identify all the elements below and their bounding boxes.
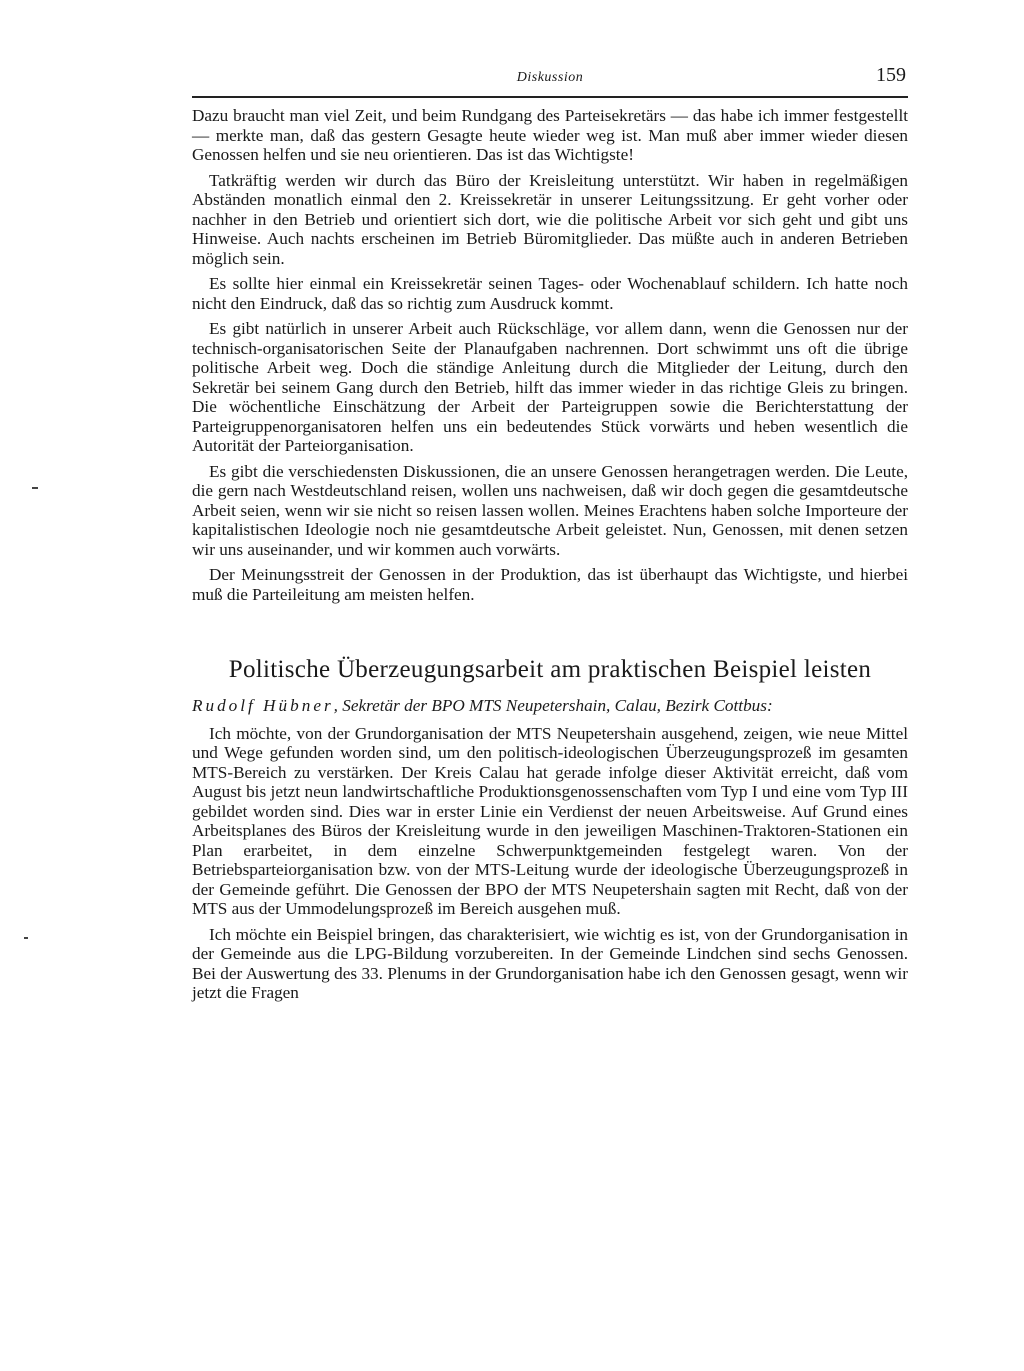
running-head (192, 60, 908, 98)
margin-mark (24, 937, 28, 939)
paragraph: Es gibt die verschiedensten Diskussionen, die an unsere Genossen herangetragen werden. Die Leute, die gern nach Westdeutschland reisen, wollen uns nachweisen, daß wir doch gegen die gesamtdeutsche Arbeit seien, wenn wir sie nicht so reisen lassen wollen. Meines Erachtens haben solche Importeure der kapitalistischen Ideologie noch nie gesamtdeutsche Arbeit geleistet. Nun, Genossen, mit denen setzen wir uns auseinander, und wir kommen auch vorwärts. (192, 461, 908, 559)
body-text (192, 106, 908, 1003)
running-title: Diskussion (516, 70, 584, 85)
margin-mark (32, 487, 38, 489)
paragraph: Ich möchte, von der Grundorganisation der MTS Neupetershain ausgehend, zeigen, wie neue Mittel und Wege gefunden worden sind, um den politisch-ideologischen Überzeugungsprozeß im gesamten MTS-Bereich zu verstärken. Der Kreis Calau hat gerade infolge dieser Aktivität erreicht, daß vom August bis jetzt neun landwirtschaftliche Produktionsgenossenschaften vom Typ I und eine vom Typ III gebildet worden sind. Dies war in erster Linie ein Verdienst der neuen Arbeitsweise. Auf Grund eines Arbeitsplanes des Büros der Kreisleitung wurde in den jeweiligen Maschinen-Traktoren-Stationen ein Plan erarbeitet, in dem einzelne Schwerpunktgemeinden festgelegt waren. Von der Betriebsparteiorganisation bzw. von der MTS-Leitung wurde der ideologische Überzeugungsprozeß in der Gemeinde geführt. Die Genossen der BPO der MTS Neupetershain sagten mit Recht, daß von der MTS aus der Ummodelungsprozeß im Bereich ausgehen muß. (192, 723, 908, 918)
paragraph: Es sollte hier einmal ein Kreissekretär seinen Tages- oder Wochenablauf schildern. Ich hatte noch nicht den Eindruck, daß das so richtig zum Ausdruck kommt. (192, 274, 908, 313)
paragraph: Es gibt natürlich in unserer Arbeit auch Rückschläge, vor allem dann, wenn die Genossen nur der technisch-organisatorischen Seite der Planaufgaben nachrennen. Dort schwimmt uns oft die übrige politische Arbeit weg. Doch die ständige Anleitung durch die Mitglieder der Leitung, durch den Sekretär bei seinem Gang durch den Betrieb, hilft das immer wieder in das richtige Gleis zu bringen. Die wöchentliche Einschätzung der Arbeit der Parteigruppen sowie die Berichterstattung der Parteigruppenorganisatoren helfen uns ein bedeutendes Stück vorwärts und heben wesentlich die Autorität der Parteiorganisation. (192, 319, 908, 455)
section-title: Politische Überzeugungsarbeit am praktischen Beispiel leisten (228, 656, 872, 683)
paragraph: Tatkräftig werden wir durch das Büro der Kreisleitung unterstützt. Wir haben in regelmäßigen Abständen monatlich einmal den 2. Kreissekretär in unserer Leitungssitzung. Er geht vorher oder nachher in den Betrieb und orientiert sich dort, wie die politische Arbeit vor sich geht und gibt uns Hinweise. Auch nachts erscheinen im Betrieb Büromitglieder. Das müßte auch in anderen Betrieben möglich sein. (192, 170, 908, 268)
paragraph: Der Meinungsstreit der Genossen in der Produktion, das ist überhaupt das Wichtigste, und hierbei muß die Parteileitung am meisten helfen. (192, 565, 908, 604)
paragraph: Dazu braucht man viel Zeit, und beim Rundgang des Parteisekretärs — das habe ich immer festgestellt — merkte man, daß das gestern Gesagte heute wieder weg ist. Man muß aber immer wieder diesen Genossen helfen und sie neu orientieren. Das ist das Wichtigste! (192, 106, 908, 164)
speaker-byline (192, 696, 908, 716)
speaker-role: , Sekretär der BPO MTS Neupetershain, Calau, Bezirk Cottbus: (333, 696, 773, 715)
page (192, 60, 908, 1009)
paragraph: Ich möchte ein Beispiel bringen, das charakterisiert, wie wichtig es ist, von der Grundorganisation in der Gemeinde aus die LPG-Bildung vorzubereiten. In der Gemeinde Lindchen sind sechs Genossen. Bei der Auswertung des 33. Plenums in der Grundorganisation habe ich den Genossen gesagt, wenn wir jetzt die Fragen (192, 924, 908, 1002)
page-number: 159 (876, 64, 906, 86)
speaker-name: Rudolf Hübner (192, 696, 334, 715)
